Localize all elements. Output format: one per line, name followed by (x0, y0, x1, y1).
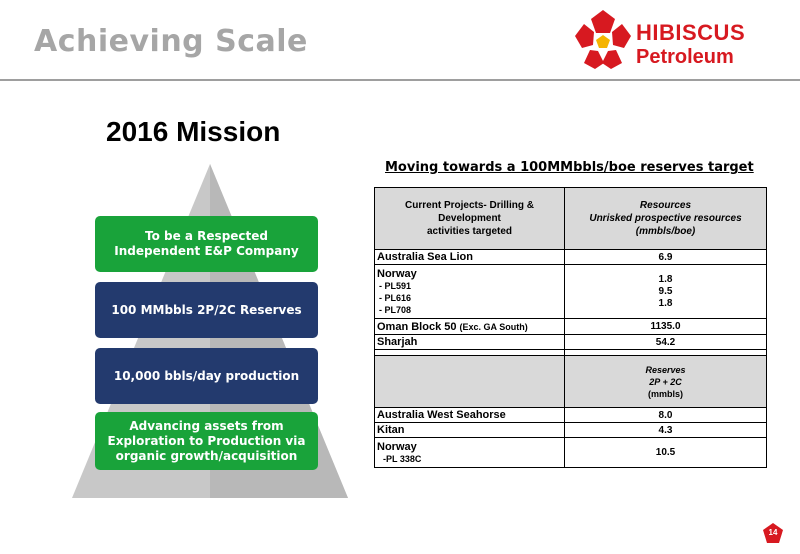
resource-value: 6.9 (565, 250, 767, 265)
hibiscus-flower-icon (574, 8, 632, 70)
project-name: Australia West Seahorse (375, 408, 565, 423)
table-row (375, 423, 767, 438)
table-row (375, 319, 767, 335)
resources-table (374, 187, 767, 468)
resource-value: 54.2 (565, 335, 767, 350)
resources-column-header: Resources Unrisked prospective resources (mmbls/boe) (565, 188, 767, 250)
table-heading: Moving towards a 100MMbbls/boe reserves target (385, 160, 754, 175)
reserve-value: 10.5 (565, 438, 767, 468)
table-row (375, 250, 767, 265)
mission-heading: 2016 Mission (106, 116, 281, 147)
reserves-header-row (375, 356, 767, 408)
mission-tier-3: 10,000 bbls/day production (95, 348, 318, 404)
table-row (375, 438, 767, 468)
project-name: Australia Sea Lion (375, 250, 565, 265)
resource-value: 1.8 9.5 1.8 (565, 265, 767, 319)
projects-column-header: Current Projects- Drilling & Development activities targeted (375, 188, 565, 250)
company-logo (574, 6, 784, 74)
page-title: Achieving Scale (34, 24, 308, 59)
project-name: Sharjah (375, 335, 565, 350)
project-name: Norway -PL 338C (375, 438, 565, 468)
page-number: 14 (768, 528, 778, 537)
mission-tier-4: Advancing assets from Exploration to Production via organic growth/acquisition (95, 412, 318, 470)
table-row (375, 408, 767, 423)
reserve-value: 8.0 (565, 408, 767, 423)
table-row (375, 335, 767, 350)
reserve-value: 4.3 (565, 423, 767, 438)
mission-tier-1: To be a Respected Independent E&P Company (95, 216, 318, 272)
project-name: Oman Block 50 (Exc. GA South) (375, 319, 565, 335)
mission-tier-2: 100 MMbbls 2P/2C Reserves (95, 282, 318, 338)
title-divider (0, 79, 800, 81)
resource-value: 1135.0 (565, 319, 767, 335)
logo-wordmark: HIBISCUS (636, 20, 746, 45)
reserves-column-header: Reserves 2P + 2C (mmbls) (565, 356, 767, 408)
table-header-row (375, 188, 767, 250)
table-row (375, 265, 767, 319)
project-name: Norway - PL591 - PL616 - PL708 (375, 265, 565, 319)
page-number-badge (762, 522, 784, 544)
logo-subtitle: Petroleum (636, 46, 734, 68)
project-name: Kitan (375, 423, 565, 438)
